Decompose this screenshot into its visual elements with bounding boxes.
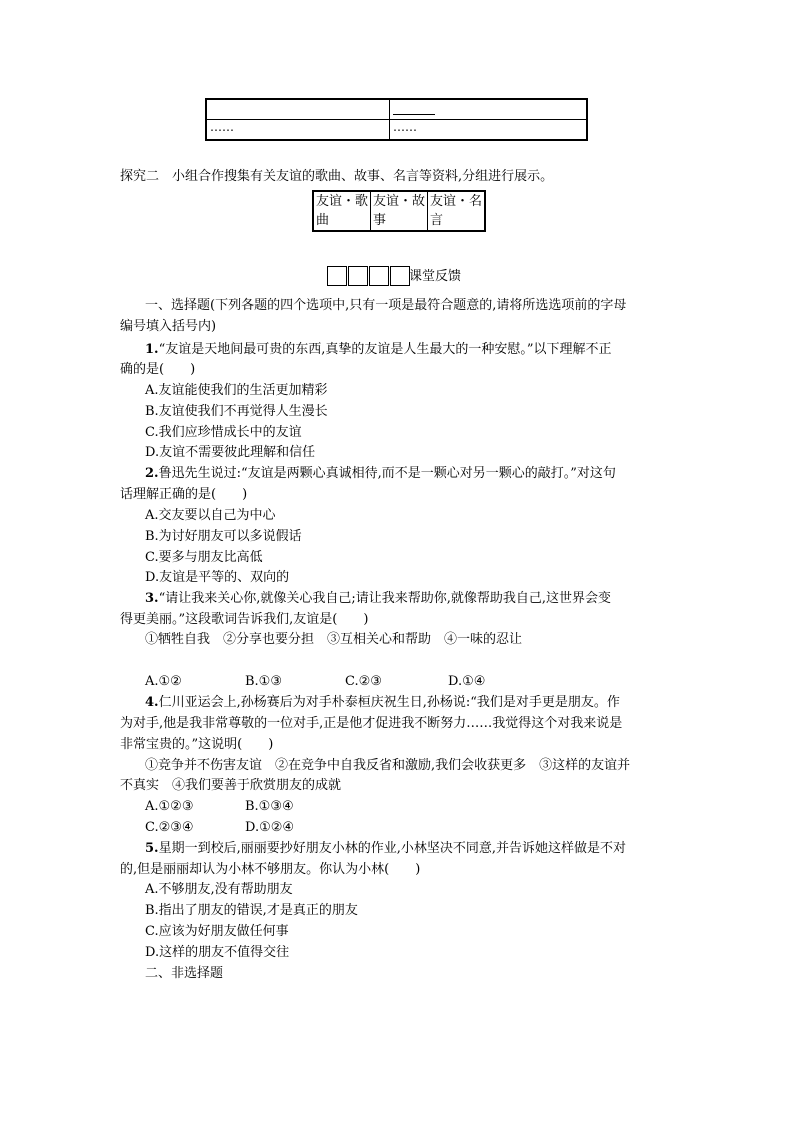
option-d: D.①②④: [245, 820, 295, 835]
question-4-items: ①竞争并不伤害友谊 ②在竞争中自我反省和激励,我们会收获更多 ③这样的友谊并: [145, 758, 631, 773]
title-boxes: [327, 266, 411, 286]
section2-heading: 二、非选择题: [145, 966, 224, 981]
box: [390, 266, 410, 286]
table-cell: ……: [206, 120, 390, 141]
table-row: [206, 120, 587, 141]
box: [369, 266, 389, 286]
question-4-cont2: 非常宝贵的。”这说明( ): [120, 737, 274, 752]
table-row: [313, 191, 485, 231]
option-c: C.②③: [345, 674, 382, 689]
option-a: A.①②: [145, 674, 182, 689]
option-c: C.②③④: [145, 820, 194, 835]
table-row: [206, 99, 587, 120]
fill-blank: [393, 100, 435, 115]
question-4-items-cont: 不真实 ④我们要善于欣赏朋友的成就: [120, 778, 342, 793]
question-5-cont: 的,但是丽丽却认为小林不够朋友。你认为小林( ): [120, 862, 421, 877]
question-1-cont: 确的是( ): [120, 362, 196, 377]
explore-two-text: 探究二 小组合作搜集有关友谊的歌曲、故事、名言等资料,分组进行展示。: [120, 169, 554, 184]
option-b: B.指出了朋友的错误,才是真正的朋友: [145, 903, 358, 918]
option-d: D.友谊不需要彼此理解和信任: [145, 445, 316, 460]
table-cell: [206, 99, 390, 120]
box: [327, 266, 347, 286]
option-d: D.①④: [448, 674, 486, 689]
option-c: C.应该为好朋友做任何事: [145, 924, 289, 939]
option-a: A.不够朋友,没有帮助朋友: [145, 882, 293, 897]
option-d: D.友谊是平等的、双向的: [145, 570, 290, 585]
option-b: B.友谊使我们不再觉得人生漫长: [145, 404, 328, 419]
box: [348, 266, 368, 286]
option-b: B.①③: [245, 674, 282, 689]
table-cell: ……: [390, 120, 588, 141]
table-cell: [390, 99, 588, 120]
option-c: C.我们应珍惜成长中的友谊: [145, 425, 302, 440]
feedback-title: 课堂反馈: [409, 269, 462, 284]
question-4-cont: 为对手,他是我非常尊敬的一位对手,正是他才促进我不断努力……我觉得这个对我来说是: [120, 716, 623, 731]
question-2: 2.鲁迅先生说过:“友谊是两颗心真诚相待,而不是一颗心对另一颗心的敲打。”对这句: [145, 466, 616, 481]
option-b: B.为讨好朋友可以多说假话: [145, 529, 302, 544]
table-cell: 友谊・故事: [371, 191, 428, 231]
option-d: D.这样的朋友不值得交往: [145, 945, 290, 960]
top-table: [205, 98, 588, 141]
question-1: 1.“友谊是天地间最可贵的东西,真挚的友谊是人生最大的一种安慰。”以下理解不正: [145, 342, 612, 357]
option-c: C.要多与朋友比高低: [145, 550, 263, 565]
table-cell: 友谊・歌曲: [313, 191, 371, 231]
option-a: A.①②③: [145, 799, 194, 814]
question-3: 3.“请让我来关心你,就像关心我自己;请让我来帮助你,就像帮助我自己,这世界会变: [145, 591, 612, 606]
option-a: A.交友要以自己为中心: [145, 508, 276, 523]
section1-heading: 一、选择题(下列各题的四个选项中,只有一项是最符合题意的,请将所选选项前的字母: [145, 298, 627, 313]
option-a: A.友谊能使我们的生活更加精彩: [145, 383, 328, 398]
question-5: 5.星期一到校后,丽丽要抄好朋友小林的作业,小林坚决不同意,并告诉她这样做是不对: [145, 841, 626, 856]
explore-table: [312, 190, 486, 232]
question-3-cont: 得更美丽。”这段歌词告诉我们,友谊是( ): [120, 612, 369, 627]
question-2-cont: 话理解正确的是( ): [120, 487, 248, 502]
table-cell: 友谊・名言: [428, 191, 486, 231]
question-3-items: ①牺牲自我 ②分享也要分担 ③互相关心和帮助 ④一味的忍让: [145, 632, 523, 647]
section1-heading-cont: 编号填入括号内): [120, 319, 217, 334]
question-4: 4.仁川亚运会上,孙杨赛后为对手朴泰桓庆祝生日,孙杨说:“我们是对手更是朋友。作: [145, 695, 620, 710]
option-b: B.①③④: [245, 799, 294, 814]
